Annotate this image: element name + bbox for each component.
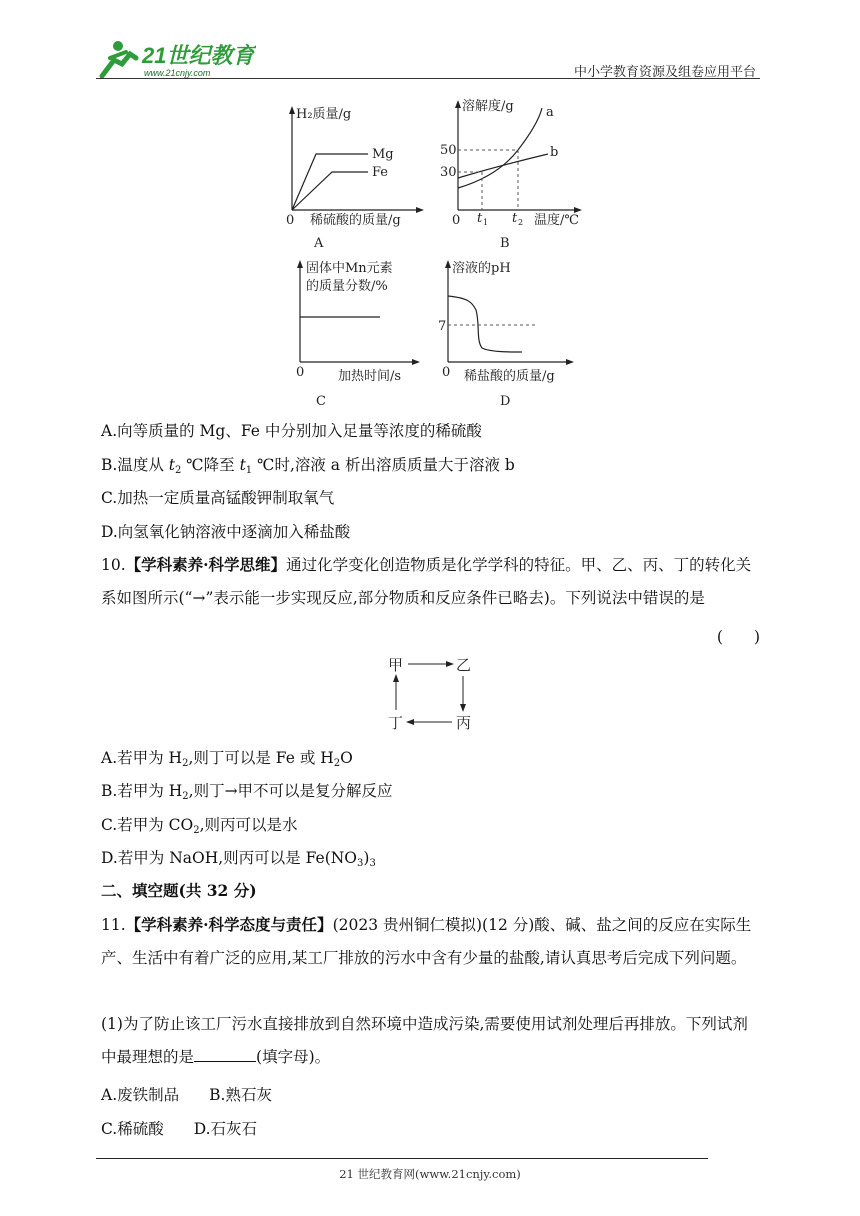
q11-stem: 11.【学科素养·科学态度与责任】(2023 贵州铜仁模拟)(12 分)酸、碱、盐之间的反应在实际生产、生活中有着广泛的应用,某工厂排放的污水中含有少量的盐酸,请认真思考后完成下列问题。 <box>101 915 752 967</box>
diagram-ding: 丁 <box>388 714 404 732</box>
q10-answer-paren: ( ) <box>716 628 760 646</box>
fig-c-xlabel: 加热时间/s <box>338 369 402 384</box>
answer-blank[interactable] <box>194 1047 256 1062</box>
q11-subquestion-1: (1)为了防止该工厂污水直接排放到自然环境中造成污染,需要使用试剂处理后再排放。下列试剂中最理想的是 (填字母)。 <box>101 1015 748 1066</box>
diagram-bing: 丙 <box>456 714 472 732</box>
q9-option-d: D.向氢氧化钠溶液中逐滴加入稀盐酸 <box>101 523 351 541</box>
q10-option-c: C.若甲为 $CO_2$,则丙可以是水 <box>101 816 298 836</box>
fig-a-origin: 0 <box>286 213 295 228</box>
site-logo <box>96 36 256 80</box>
header-divider <box>96 78 760 79</box>
q10-transformation-diagram <box>386 654 486 738</box>
section-title-fill-in: 二、填空题(共 32 分) <box>101 881 257 900</box>
figure-a <box>278 100 428 254</box>
fig-d-origin: 0 <box>442 365 451 380</box>
header-platform-name: 中小学教育资源及组卷应用平台 <box>573 65 756 80</box>
fig-b-caption: B <box>500 236 510 251</box>
fig-b-series-b: b <box>550 145 559 160</box>
figure-c <box>288 254 438 418</box>
q10-option-d: D.若甲为 NaOH,则丙可以是 $Fe(NO_3)_3$ <box>101 849 376 869</box>
figure-b <box>438 92 588 256</box>
logo-text: 21世纪教育 <box>142 43 255 68</box>
q10-option-b: B.若甲为 $H_2$,则丁→甲不可以是复分解反应 <box>101 782 393 802</box>
fig-d-ylabel: 溶液的pH <box>452 261 511 276</box>
q9-option-a: A.向等质量的 Mg、Fe 中分别加入足量等浓度的稀硫酸 <box>101 422 482 440</box>
q9-option-b: B.温度从 $t_2$ ℃降至 $t_1$ ℃时,溶液 a 析出溶质质量大于溶液 b <box>101 456 515 476</box>
fig-b-t2: t <box>512 211 518 226</box>
fig-b-origin: 0 <box>452 213 461 228</box>
footer-divider <box>96 1158 708 1159</box>
diagram-jia: 甲 <box>388 656 404 674</box>
fig-d-caption: D <box>500 394 511 409</box>
fig-c-caption: C <box>316 394 326 409</box>
fig-b-y30: 30 <box>440 165 457 180</box>
figure-d <box>438 254 588 418</box>
fig-b-t1: t <box>477 211 483 226</box>
fig-b-t2-sub: 2 <box>518 218 524 227</box>
fig-b-xlabel: 温度/℃ <box>534 213 579 228</box>
fig-a-caption: A <box>314 236 324 251</box>
fig-b-ylabel: 溶解度/g <box>462 99 514 114</box>
fig-c-ylabel-line2: 的质量分数/% <box>306 279 388 294</box>
fig-c-ylabel-line1: 固体中Mn元素 <box>306 261 393 276</box>
q11-options-row-1: A.废铁制品 B.熟石灰 <box>101 1086 272 1104</box>
q9-option-c: C.加热一定质量高锰酸钾制取氧气 <box>101 489 335 507</box>
fig-d-xlabel: 稀盐酸的质量/g <box>464 369 555 384</box>
fig-c-origin: 0 <box>296 365 305 380</box>
fig-b-t1-sub: 1 <box>483 218 489 227</box>
fig-a-xlabel: 稀硫酸的质量/g <box>310 213 401 228</box>
fig-d-y7: 7 <box>438 319 447 334</box>
fig-a-fe-label: Fe <box>372 165 389 180</box>
fig-a-mg-label: Mg <box>372 147 394 162</box>
fig-b-series-a: a <box>546 105 554 120</box>
runner-logo-icon <box>102 41 136 76</box>
q11-options-row-2: C.稀硫酸 D.石灰石 <box>101 1120 258 1138</box>
logo-url: www.21cnjy.com <box>144 68 211 78</box>
fig-b-y50: 50 <box>440 143 457 158</box>
q10-stem: 10.【学科素养·科学思维】通过化学变化创造物质是化学学科的特征。甲、乙、丙、丁的转化关系如图所示(“→”表示能一步实现反应,部分物质和反应条件已略去)。下列说法中错误的是 <box>101 555 752 607</box>
q10-option-a: A.若甲为 $H_2$,则丁可以是 Fe 或 $H_2O$ <box>101 749 353 769</box>
fig-a-ylabel: H₂质量/g <box>296 107 352 122</box>
footer-text: 21 世纪教育网(www.21cnjy.com) <box>339 1167 521 1181</box>
diagram-yi: 乙 <box>456 656 472 674</box>
